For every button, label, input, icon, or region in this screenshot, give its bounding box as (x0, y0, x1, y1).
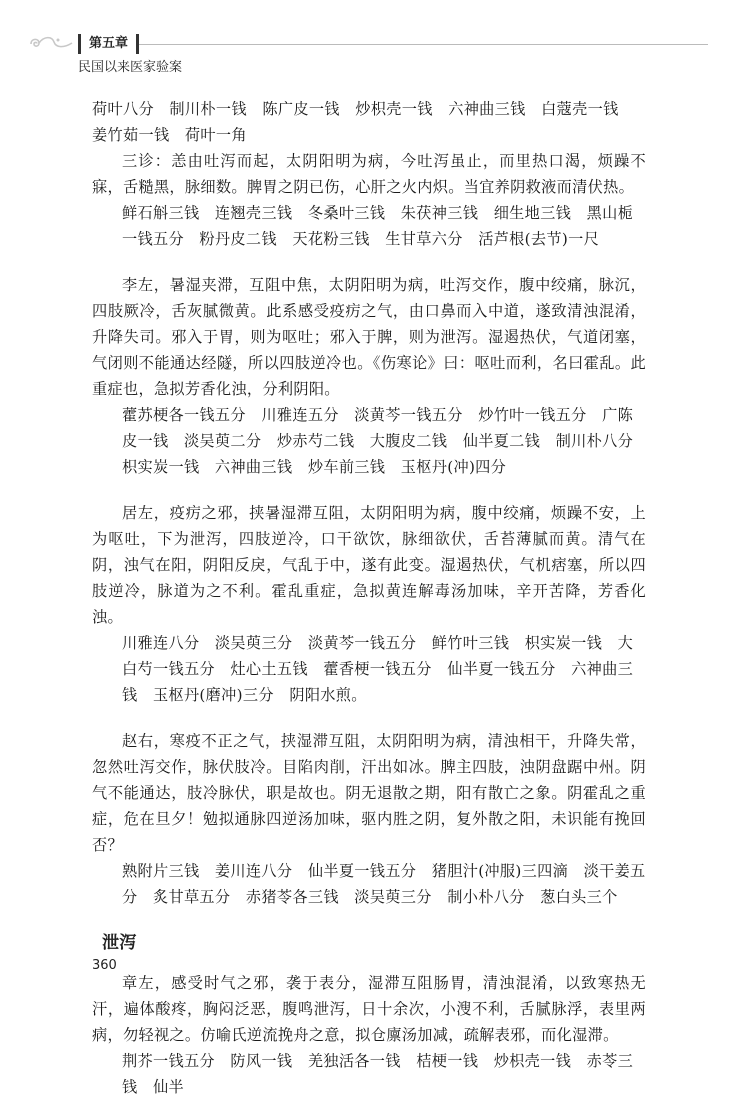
page-number: 360 (92, 958, 117, 973)
paragraph-gap (92, 708, 646, 728)
case-paragraph: 居左，疫疠之邪，挟暑湿滞互阻，太阴阳明为病，腹中绞痛，烦躁不安，上为呕吐，下为泄泻，四肢逆冷，口干欲饮，脉细欲伏，舌苔薄腻而黄。清气在阴，浊气在阳，阴阳反戾，气乱于中，遂有此变。湿遏热伏，气机痞塞，所以四肢逆冷，脉道为之不利。霍乱重症，急拟黄连解毒汤加味，辛开苦降，芳香化浊。 (92, 504, 646, 626)
section-heading: 泄泻 (102, 933, 137, 953)
paragraph-gap (92, 252, 646, 272)
prescription-block: 荆芥一钱五分 防风一钱 羌独活各一钱 桔梗一钱 炒枳壳一钱 赤苓三钱 仙半 (122, 1052, 634, 1096)
case-paragraph: 三诊：恙由吐泻而起，太阴阳明为病，今吐泻虽止，而里热口渴，烦躁不寐，舌糙黑，脉细数。脾胃之阴已伤，心肝之火内炽。当宜养阴救液而清伏热。 (92, 152, 646, 196)
case-paragraph: 赵右，寒疫不正之气，挟湿滞互阻，太阴阳明为病，清浊相干，升降失常，忽然吐泻交作，脉伏肢冷。目陷肉削，汗出如冰。脾主四肢，浊阴盘踞中州。阴气不能通达，肢冷脉伏，职是故也。阴无退散之期，阳有散亡之象。阴霍乱之重症，危在旦夕！勉拟通脉四逆汤加味，驱内胜之阴，复外散之阳，未识能有挽回否？ (92, 732, 646, 854)
case-paragraph: 李左，暑湿夹滞，互阻中焦，太阴阳明为病，吐泻交作，腹中绞痛，脉沉，四肢厥冷，舌灰腻微黄。此系感受疫疠之气，由口鼻而入中道，遂致清浊混淆，升降失司。邪入于胃，则为呕吐；邪入于脾，则为泄泻。湿遏热伏，气道闭塞，气闭则不能通达经隧，所以四肢逆冷也。《伤寒论》曰：呕吐而利，名曰霍乱。此重症也，急拟芳香化浊，分利阴阳。 (92, 276, 646, 398)
swirl-ornament-icon (28, 34, 74, 52)
chapter-label: 第五章 (78, 34, 139, 54)
book-section-title: 民国以来医家验案 (78, 60, 183, 75)
prescription-block: 鲜石斛三钱 连翘壳三钱 冬桑叶三钱 朱茯神三钱 细生地三钱 黑山栀一钱五分 粉丹皮二钱 天花粉三钱 生甘草六分 活芦根(去节)一尺 (122, 204, 634, 248)
case-paragraph: 章左，感受时气之邪，袭于表分，湿滞互阻肠胃，清浊混淆，以致寒热无汗，遍体酸疼，胸闷泛恶，腹鸣泄泻，日十余次，小溲不利，舌腻脉浮，表里两病，勿轻视之。仿喻氏逆流挽舟之意，拟仓廪汤加减，疏解表邪，而化湿滞。 (92, 974, 646, 1044)
prescription-block: 川雅连八分 淡吴萸三分 淡黄芩一钱五分 鲜竹叶三钱 枳实炭一钱 大白芍一钱五分 灶心土五钱 藿香梗一钱五分 仙半夏一钱五分 六神曲三钱 玉枢丹(磨冲)三分 阴阳水煎。 (122, 634, 634, 704)
prescription-block: 藿苏梗各一钱五分 川雅连五分 淡黄芩一钱五分 炒竹叶一钱五分 广陈皮一钱 淡吴萸二分 炒赤芍二钱 大腹皮二钱 仙半夏二钱 制川朴八分 枳实炭一钱 六神曲三钱 炒车前三钱 玉枢丹(冲)四分 (122, 406, 649, 476)
page-body (92, 96, 649, 1100)
paragraph-gap (92, 480, 646, 500)
prescription-block: 熟附片三钱 姜川连八分 仙半夏一钱五分 猪胆汁(冲服)三四滴 淡干姜五分 炙甘草五分 赤猪苓各三钱 淡吴萸三分 制小朴八分 葱白头三个 (122, 862, 646, 906)
running-header (28, 30, 708, 75)
header-rule (78, 44, 708, 45)
prescription-line: 荷叶八分 制川朴一钱 陈广皮一钱 炒枳壳一钱 六神曲三钱 白蔻壳一钱 姜竹茹一钱 荷叶一角 (92, 100, 635, 144)
